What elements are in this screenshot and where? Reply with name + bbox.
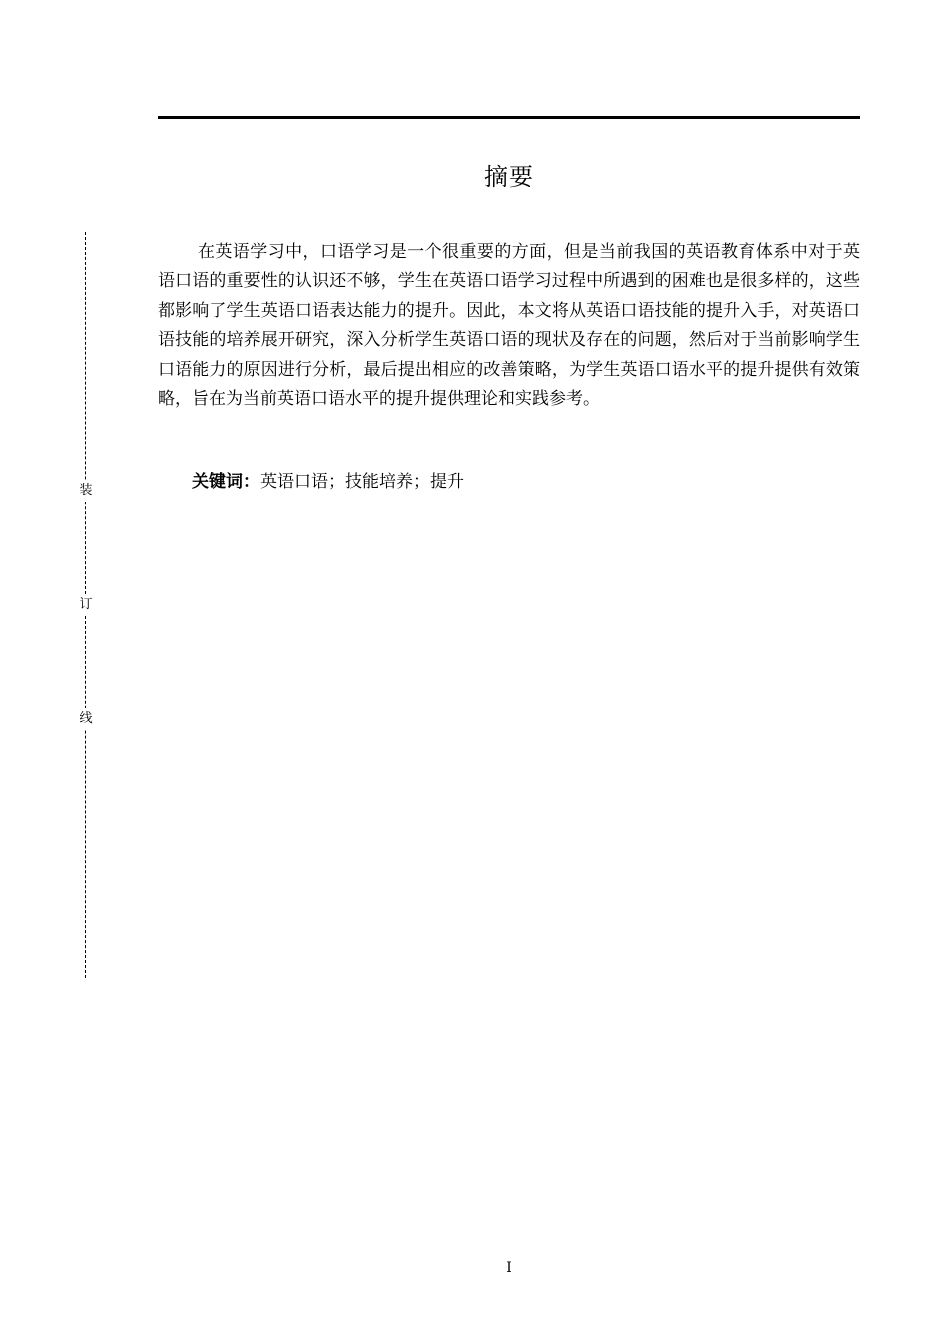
abstract-paragraph: 在英语学习中，口语学习是一个很重要的方面，但是当前我国的英语教育体系中对于英语口语的重要性的认识还不够，学生在英语口语学习过程中所遇到的困难也是很多样的，这些都影响了学生英语口语表达能力的提升。因此，本文将从英语口语技能的提升入手，对英语口语技能的培养展开研究，深入分析学生英语口语的现状及存在的问题，然后对于当前影响学生口语能力的原因进行分析，最后提出相应的改善策略，为学生英语口语水平的提升提供有效策略，旨在为当前英语口语水平的提升提供理论和实践参考。 (158, 242, 860, 410)
keywords-line (158, 468, 860, 497)
binding-char-zhuang: 装 (76, 480, 96, 502)
binding-char-xian: 线 (76, 708, 96, 730)
header-rule (158, 116, 860, 119)
keywords-label: 关键词： (192, 472, 260, 492)
keywords-text: 英语口语；技能培养；提升 (260, 472, 464, 492)
binding-char-ding: 订 (76, 594, 96, 616)
page-title: 摘要 (484, 163, 534, 191)
page-number: I (506, 1260, 512, 1276)
